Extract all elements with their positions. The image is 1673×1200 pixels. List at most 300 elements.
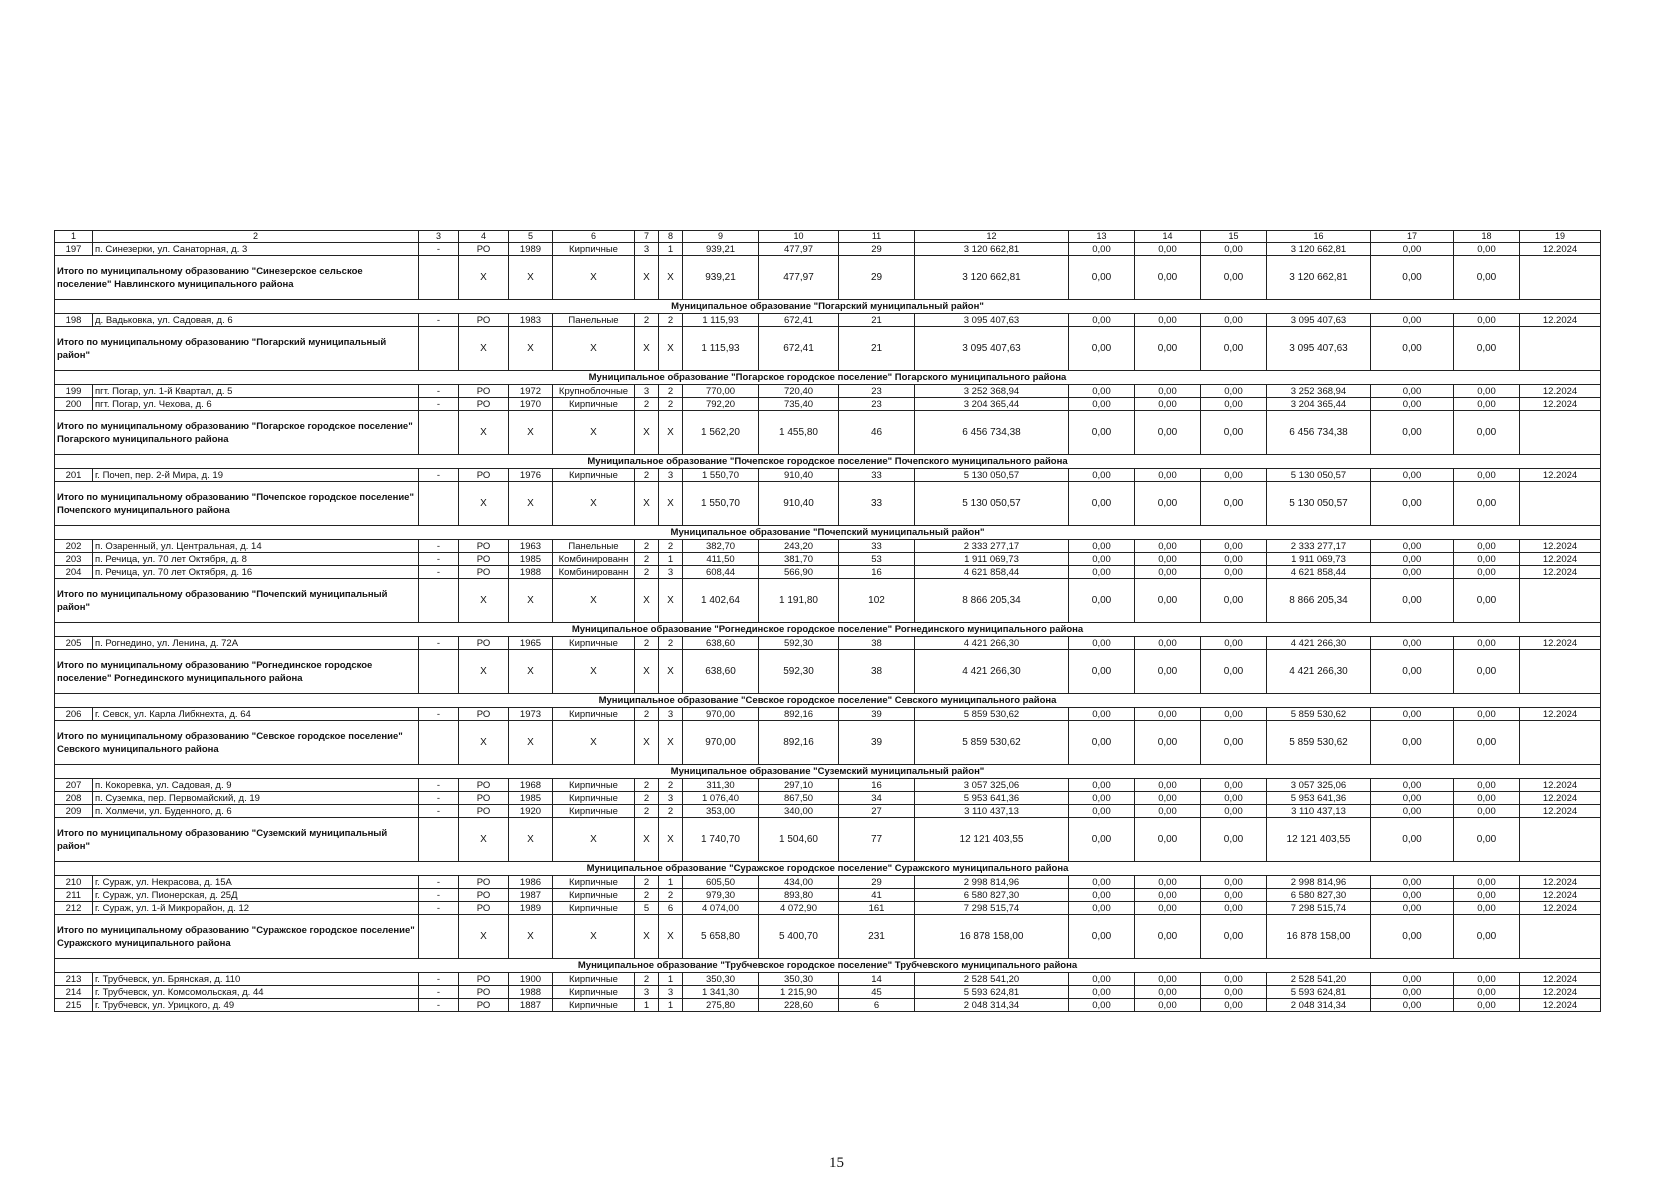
table-cell: 5 859 530,62 [1267, 708, 1371, 721]
table-cell: - [419, 398, 459, 411]
table-cell: 5 130 050,57 [915, 469, 1069, 482]
total-cell: 910,40 [759, 482, 839, 526]
table-cell: 0,00 [1454, 805, 1520, 818]
table-cell: 2 [635, 566, 659, 579]
table-row [55, 398, 1601, 411]
column-number: 9 [683, 231, 759, 243]
section-row [55, 765, 1601, 779]
total-cell: 0,00 [1454, 256, 1520, 300]
total-cell [419, 482, 459, 526]
table-cell: 0,00 [1135, 792, 1201, 805]
total-cell [419, 256, 459, 300]
total-cell: Х [553, 579, 635, 623]
table-cell: 33 [839, 540, 915, 553]
table-cell: 210 [55, 876, 93, 889]
table-cell: 2 [659, 385, 683, 398]
table-cell: 0,00 [1371, 792, 1454, 805]
address-cell: п. Речица, ул. 70 лет Октября, д. 16 [93, 566, 419, 579]
table-cell: 5 953 641,36 [915, 792, 1069, 805]
total-cell: 1 455,80 [759, 411, 839, 455]
table-cell: 353,00 [683, 805, 759, 818]
section-row [55, 300, 1601, 314]
table-cell: 3 095 407,63 [1267, 314, 1371, 327]
total-cell: 1 402,64 [683, 579, 759, 623]
table-cell: 198 [55, 314, 93, 327]
table-cell: 0,00 [1135, 469, 1201, 482]
total-cell: 0,00 [1069, 256, 1135, 300]
table-cell: 0,00 [1371, 889, 1454, 902]
table-cell: РО [459, 999, 509, 1012]
total-cell: 0,00 [1454, 579, 1520, 623]
total-label: Итого по муниципальному образованию "Суземский муниципальный район" [55, 818, 419, 862]
address-cell: пгт. Погар, ул. Чехова, д. 6 [93, 398, 419, 411]
table-cell: 0,00 [1201, 637, 1267, 650]
table-cell: 382,70 [683, 540, 759, 553]
table-cell: 205 [55, 637, 93, 650]
total-cell: Х [509, 721, 553, 765]
table-cell: 1988 [509, 566, 553, 579]
total-label: Итого по муниципальному образованию "Рогнединское городское поселение" Рогнединского муниципального района [55, 650, 419, 694]
table-cell: 1 911 069,73 [915, 553, 1069, 566]
total-cell: Х [553, 721, 635, 765]
total-cell: Х [459, 327, 509, 371]
total-cell: Х [659, 915, 683, 959]
column-number: 10 [759, 231, 839, 243]
total-cell: Х [459, 256, 509, 300]
section-row [55, 526, 1601, 540]
total-row [55, 482, 1601, 526]
table-cell: 350,30 [683, 973, 759, 986]
table-cell: Кирпичные [553, 243, 635, 256]
table-row [55, 805, 1601, 818]
table-row [55, 314, 1601, 327]
table-cell: 3 [635, 243, 659, 256]
total-cell: 0,00 [1371, 721, 1454, 765]
total-cell: 3 120 662,81 [915, 256, 1069, 300]
table-cell: 2 [635, 973, 659, 986]
table-cell: 0,00 [1371, 986, 1454, 999]
table-cell: 0,00 [1135, 553, 1201, 566]
column-number: 7 [635, 231, 659, 243]
address-cell: г. Трубчевск, ул. Комсомольская, д. 44 [93, 986, 419, 999]
table-cell: 3 095 407,63 [915, 314, 1069, 327]
total-cell: 4 421 266,30 [1267, 650, 1371, 694]
total-label: Итого по муниципальному образованию "Погарское городское поселение" Погарского муниципального района [55, 411, 419, 455]
total-cell: 3 095 407,63 [915, 327, 1069, 371]
table-cell: 0,00 [1454, 876, 1520, 889]
total-cell: 592,30 [759, 650, 839, 694]
total-cell: 1 740,70 [683, 818, 759, 862]
table-cell: 1 076,40 [683, 792, 759, 805]
total-cell: 16 878 158,00 [915, 915, 1069, 959]
address-cell: г. Почеп, пер. 2-й Мира, д. 19 [93, 469, 419, 482]
table-cell: 1900 [509, 973, 553, 986]
total-cell: Х [635, 411, 659, 455]
table-cell: 0,00 [1201, 398, 1267, 411]
total-cell: Х [459, 650, 509, 694]
table-cell: 1 [659, 553, 683, 566]
table-cell: РО [459, 553, 509, 566]
table-cell: 0,00 [1069, 385, 1135, 398]
table-cell: 1972 [509, 385, 553, 398]
table-row [55, 902, 1601, 915]
table-cell: 0,00 [1069, 999, 1135, 1012]
table-cell: 0,00 [1371, 469, 1454, 482]
total-cell: Х [659, 327, 683, 371]
table-cell: 3 [659, 986, 683, 999]
table-cell: 211 [55, 889, 93, 902]
table-cell: 12.2024 [1520, 792, 1601, 805]
table-cell: 340,00 [759, 805, 839, 818]
table-cell: 592,30 [759, 637, 839, 650]
total-cell: 3 120 662,81 [1267, 256, 1371, 300]
table-cell: - [419, 314, 459, 327]
total-cell: Х [635, 650, 659, 694]
table-cell: 12.2024 [1520, 469, 1601, 482]
table-cell: 203 [55, 553, 93, 566]
table-cell: Кирпичные [553, 469, 635, 482]
column-number: 6 [553, 231, 635, 243]
table-cell: 5 953 641,36 [1267, 792, 1371, 805]
table-cell: 4 621 858,44 [915, 566, 1069, 579]
total-cell: 0,00 [1201, 721, 1267, 765]
table-cell: 34 [839, 792, 915, 805]
table-cell: Кирпичные [553, 708, 635, 721]
section-title: Муниципальное образование "Трубчевское городское поселение" Трубчевского муниципального района [55, 959, 1601, 973]
total-cell: 0,00 [1371, 915, 1454, 959]
table-cell: 2 [659, 314, 683, 327]
column-number: 13 [1069, 231, 1135, 243]
table-cell: 0,00 [1069, 637, 1135, 650]
table-cell: 0,00 [1201, 385, 1267, 398]
total-cell: Х [659, 818, 683, 862]
table-cell: 0,00 [1135, 398, 1201, 411]
table-cell: 0,00 [1069, 553, 1135, 566]
table-cell: 2 [659, 540, 683, 553]
total-cell [419, 579, 459, 623]
address-cell: г. Трубчевск, ул. Урицкого, д. 49 [93, 999, 419, 1012]
table-cell: 214 [55, 986, 93, 999]
table-cell: 0,00 [1069, 708, 1135, 721]
table-cell: РО [459, 805, 509, 818]
table-cell: 0,00 [1454, 540, 1520, 553]
section-row [55, 371, 1601, 385]
table-cell: 0,00 [1135, 779, 1201, 792]
table-cell: 1970 [509, 398, 553, 411]
total-cell: Х [459, 721, 509, 765]
table-cell: 0,00 [1135, 973, 1201, 986]
total-cell: 0,00 [1371, 256, 1454, 300]
table-cell: 5 [635, 902, 659, 915]
total-cell: 5 658,80 [683, 915, 759, 959]
column-number: 4 [459, 231, 509, 243]
table-cell: 29 [839, 243, 915, 256]
table-cell: - [419, 779, 459, 792]
column-number: 14 [1135, 231, 1201, 243]
table-cell: РО [459, 540, 509, 553]
total-cell [1520, 256, 1601, 300]
table-row [55, 876, 1601, 889]
table-cell: 1989 [509, 243, 553, 256]
table-cell: 21 [839, 314, 915, 327]
total-cell: 0,00 [1454, 411, 1520, 455]
column-number: 12 [915, 231, 1069, 243]
total-cell: Х [459, 482, 509, 526]
table-cell: 12.2024 [1520, 398, 1601, 411]
table-cell: 1 [659, 243, 683, 256]
table-cell: 5 593 624,81 [1267, 986, 1371, 999]
total-cell: Х [509, 579, 553, 623]
total-cell [1520, 327, 1601, 371]
total-cell: Х [553, 327, 635, 371]
table-cell: РО [459, 792, 509, 805]
table-cell: Кирпичные [553, 876, 635, 889]
address-cell: пгт. Погар, ул. 1-й Квартал, д. 5 [93, 385, 419, 398]
table-cell: 12.2024 [1520, 566, 1601, 579]
table-cell: 0,00 [1201, 553, 1267, 566]
table-cell: 608,44 [683, 566, 759, 579]
table-cell: 201 [55, 469, 93, 482]
table-cell: 0,00 [1069, 398, 1135, 411]
table-cell: 566,90 [759, 566, 839, 579]
total-cell: 5 400,70 [759, 915, 839, 959]
table-cell: 23 [839, 398, 915, 411]
table-cell: 0,00 [1201, 566, 1267, 579]
table-row [55, 637, 1601, 650]
table-cell: 12.2024 [1520, 973, 1601, 986]
table-cell: 477,97 [759, 243, 839, 256]
total-cell: 12 121 403,55 [1267, 818, 1371, 862]
table-cell: 2 [635, 805, 659, 818]
table-cell: 12.2024 [1520, 637, 1601, 650]
table-cell: 206 [55, 708, 93, 721]
total-cell: Х [509, 650, 553, 694]
table-row [55, 708, 1601, 721]
table-cell: Кирпичные [553, 637, 635, 650]
table-cell: 0,00 [1135, 566, 1201, 579]
total-cell: Х [553, 915, 635, 959]
table-cell: 3 [635, 385, 659, 398]
table-cell: 4 074,00 [683, 902, 759, 915]
table-cell: 2 [659, 779, 683, 792]
total-cell: Х [659, 256, 683, 300]
table-cell: 4 421 266,30 [915, 637, 1069, 650]
table-cell: 0,00 [1069, 889, 1135, 902]
table-cell: 14 [839, 973, 915, 986]
total-cell: 29 [839, 256, 915, 300]
section-title: Муниципальное образование "Рогнединское городское поселение" Рогнединского муниципального района [55, 623, 1601, 637]
table-cell: 0,00 [1069, 986, 1135, 999]
column-number: 16 [1267, 231, 1371, 243]
table-cell: 38 [839, 637, 915, 650]
table-cell: - [419, 469, 459, 482]
table-cell: 0,00 [1201, 708, 1267, 721]
table-cell: 0,00 [1454, 708, 1520, 721]
houses-table [54, 230, 1601, 1012]
table-cell: 12.2024 [1520, 385, 1601, 398]
column-number: 2 [93, 231, 419, 243]
total-cell: 1 115,93 [683, 327, 759, 371]
total-cell: 0,00 [1135, 256, 1201, 300]
table-cell: 12.2024 [1520, 876, 1601, 889]
section-title: Муниципальное образование "Севское городское поселение" Севского муниципального района [55, 694, 1601, 708]
total-row [55, 327, 1601, 371]
total-cell: 102 [839, 579, 915, 623]
table-cell: 350,30 [759, 973, 839, 986]
total-cell: 0,00 [1454, 818, 1520, 862]
total-cell: Х [635, 327, 659, 371]
table-cell: 5 130 050,57 [1267, 469, 1371, 482]
table-cell: 3 204 365,44 [915, 398, 1069, 411]
table-cell: 1965 [509, 637, 553, 650]
column-number: 17 [1371, 231, 1454, 243]
total-cell: Х [659, 482, 683, 526]
total-row [55, 256, 1601, 300]
table-cell: 2 333 277,17 [1267, 540, 1371, 553]
total-cell: Х [509, 256, 553, 300]
table-cell: Кирпичные [553, 398, 635, 411]
table-cell: 0,00 [1201, 876, 1267, 889]
total-cell: Х [509, 327, 553, 371]
total-cell: 0,00 [1454, 721, 1520, 765]
total-cell: 8 866 205,34 [1267, 579, 1371, 623]
total-cell: 0,00 [1201, 327, 1267, 371]
table-cell: 2 [635, 398, 659, 411]
table-cell: - [419, 385, 459, 398]
table-cell: Панельные [553, 314, 635, 327]
table-cell: 16 [839, 779, 915, 792]
section-title: Муниципальное образование "Почепское городское поселение" Почепского муниципального района [55, 455, 1601, 469]
table-cell: 12.2024 [1520, 553, 1601, 566]
table-cell: 53 [839, 553, 915, 566]
total-row [55, 721, 1601, 765]
table-cell: 12.2024 [1520, 805, 1601, 818]
table-cell: 979,30 [683, 889, 759, 902]
table-cell: Кирпичные [553, 805, 635, 818]
total-cell: 0,00 [1069, 915, 1135, 959]
total-cell: 6 456 734,38 [1267, 411, 1371, 455]
address-cell: п. Рогнедино, ул. Ленина, д. 72А [93, 637, 419, 650]
table-cell: 0,00 [1371, 999, 1454, 1012]
table-cell: 0,00 [1135, 243, 1201, 256]
total-cell: 0,00 [1069, 721, 1135, 765]
table-cell: 2 [635, 540, 659, 553]
table-cell: 2 [635, 708, 659, 721]
total-cell: 5 130 050,57 [915, 482, 1069, 526]
section-title: Муниципальное образование "Почепский муниципальный район" [55, 526, 1601, 540]
column-number-row [55, 231, 1601, 243]
table-cell: 434,00 [759, 876, 839, 889]
total-label: Итого по муниципальному образованию "Синезерское сельское поселение" Навлинского муниципального района [55, 256, 419, 300]
table-cell: 23 [839, 385, 915, 398]
total-cell: 1 504,60 [759, 818, 839, 862]
table-cell: - [419, 902, 459, 915]
table-cell: 910,40 [759, 469, 839, 482]
table-row [55, 999, 1601, 1012]
table-cell: 6 [839, 999, 915, 1012]
total-cell: 0,00 [1371, 411, 1454, 455]
table-row [55, 469, 1601, 482]
column-number: 3 [419, 231, 459, 243]
table-cell: 0,00 [1454, 889, 1520, 902]
table-cell: - [419, 637, 459, 650]
total-cell: 0,00 [1201, 579, 1267, 623]
table-cell: 0,00 [1201, 779, 1267, 792]
table-cell: 0,00 [1069, 876, 1135, 889]
table-cell: 0,00 [1371, 566, 1454, 579]
table-cell: 12.2024 [1520, 314, 1601, 327]
table-cell: 1973 [509, 708, 553, 721]
table-cell: РО [459, 385, 509, 398]
table-cell: 0,00 [1454, 566, 1520, 579]
total-cell: Х [635, 915, 659, 959]
table-cell: 0,00 [1371, 540, 1454, 553]
total-cell: 0,00 [1201, 818, 1267, 862]
table-cell: 3 120 662,81 [1267, 243, 1371, 256]
table-cell: 605,50 [683, 876, 759, 889]
section-row [55, 959, 1601, 973]
table-cell: 0,00 [1201, 973, 1267, 986]
table-cell: 12.2024 [1520, 889, 1601, 902]
table-cell: 209 [55, 805, 93, 818]
table-cell: 1920 [509, 805, 553, 818]
table-cell: 0,00 [1135, 314, 1201, 327]
total-cell: 8 866 205,34 [915, 579, 1069, 623]
table-cell: Комбинированн [553, 566, 635, 579]
total-cell: 5 859 530,62 [915, 721, 1069, 765]
table-cell: 0,00 [1135, 708, 1201, 721]
table-cell: РО [459, 637, 509, 650]
table-cell: 381,70 [759, 553, 839, 566]
total-cell: 0,00 [1371, 482, 1454, 526]
column-number: 15 [1201, 231, 1267, 243]
table-row [55, 973, 1601, 986]
table-cell: Кирпичные [553, 779, 635, 792]
table-cell: 1985 [509, 792, 553, 805]
total-cell: 970,00 [683, 721, 759, 765]
table-cell: 12.2024 [1520, 986, 1601, 999]
table-cell: 0,00 [1135, 540, 1201, 553]
table-cell: 0,00 [1371, 973, 1454, 986]
table-row [55, 385, 1601, 398]
address-cell: д. Вадьковка, ул. Садовая, д. 6 [93, 314, 419, 327]
table-cell: 200 [55, 398, 93, 411]
total-cell: Х [553, 482, 635, 526]
page-number: 15 [829, 1155, 844, 1171]
table-cell: - [419, 999, 459, 1012]
table-cell: 770,00 [683, 385, 759, 398]
section-title: Муниципальное образование "Погарский муниципальный район" [55, 300, 1601, 314]
total-cell: 12 121 403,55 [915, 818, 1069, 862]
total-cell: 0,00 [1135, 818, 1201, 862]
table-cell: 0,00 [1201, 986, 1267, 999]
table-cell: 2 528 541,20 [915, 973, 1069, 986]
table-cell: 3 120 662,81 [915, 243, 1069, 256]
table-row [55, 540, 1601, 553]
total-cell: 33 [839, 482, 915, 526]
table-cell: 0,00 [1135, 902, 1201, 915]
total-label: Итого по муниципальному образованию "Почепский муниципальный район" [55, 579, 419, 623]
table-cell: 204 [55, 566, 93, 579]
table-cell: 3 110 437,13 [915, 805, 1069, 818]
table-cell: 215 [55, 999, 93, 1012]
table-cell: 0,00 [1371, 637, 1454, 650]
table-cell: - [419, 243, 459, 256]
address-cell: п. Кокоревка, ул. Садовая, д. 9 [93, 779, 419, 792]
table-cell: 2 998 814,96 [1267, 876, 1371, 889]
total-cell: 0,00 [1135, 915, 1201, 959]
total-row [55, 818, 1601, 862]
